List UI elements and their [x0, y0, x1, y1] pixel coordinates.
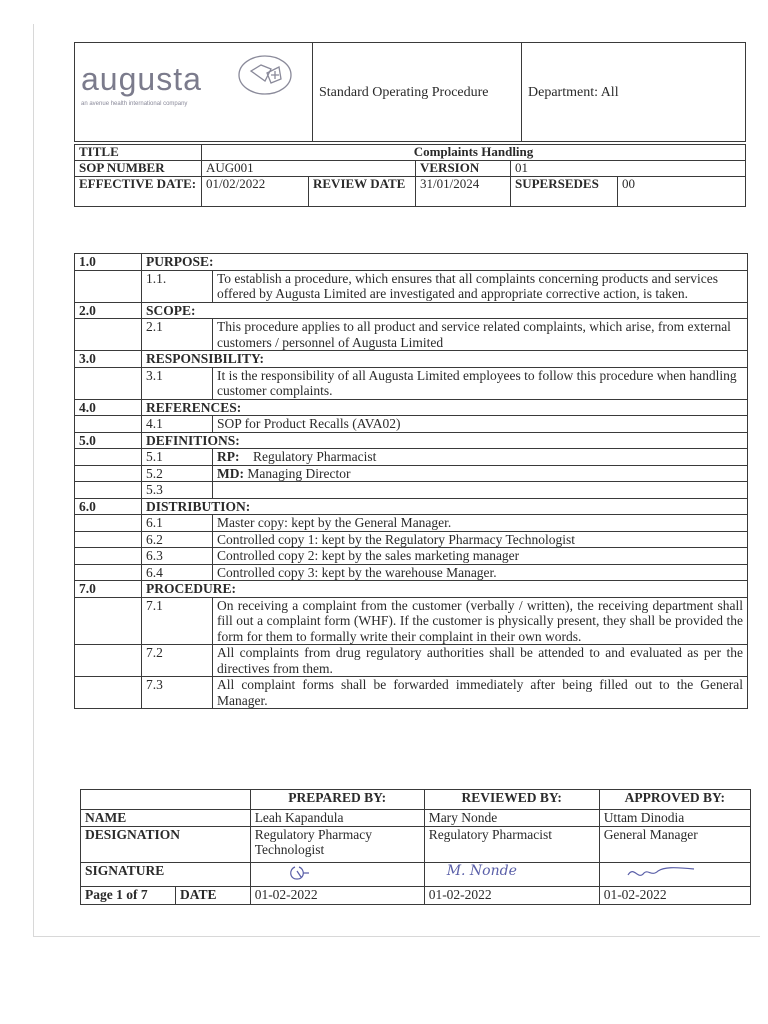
item-row [75, 548, 748, 565]
procedure-table [74, 253, 748, 709]
item-number: 6.3 [142, 548, 213, 565]
section-row [75, 581, 748, 598]
designation-label: DESIGNATION [81, 826, 251, 862]
item-text: All complaints from drug regulatory authorities shall be attended to and evaluated as per the directives from them. [213, 645, 748, 677]
item-row [75, 645, 748, 677]
item-number: 3.1 [142, 367, 213, 399]
sop-number-label: SOP NUMBER [75, 161, 202, 177]
item-text: Controlled copy 1: kept by the Regulatory Pharmacy Technologist [213, 531, 748, 548]
approved-signature [599, 862, 750, 887]
page-number: Page 1 of 7 [81, 887, 176, 905]
prepared-date: 01-02-2022 [250, 887, 424, 905]
definition-rp [213, 449, 748, 466]
section-number: 4.0 [75, 399, 142, 416]
item-number: 5.1 [142, 449, 213, 466]
section-row [75, 302, 748, 319]
signature-scribble-icon [624, 863, 704, 883]
item-row [75, 531, 748, 548]
approved-by-header: APPROVED BY: [599, 790, 750, 810]
document-header [74, 42, 746, 142]
effective-date-label: EFFECTIVE DATE: [75, 177, 202, 207]
review-date-value: 31/01/2024 [416, 177, 511, 207]
approved-name: Uttam Dinodia [599, 810, 750, 827]
reviewed-designation: Regulatory Pharmacist [424, 826, 599, 862]
augusta-logo-icon [235, 53, 295, 97]
signature-mark-icon [285, 863, 345, 883]
section-heading: SCOPE: [142, 302, 748, 319]
version-value: 01 [511, 161, 746, 177]
signature-label: SIGNATURE [81, 862, 251, 887]
logo-tagline: an avenue health international company [81, 101, 188, 107]
version-label: VERSION [416, 161, 511, 177]
reviewed-signature [424, 862, 599, 887]
title-label: TITLE [75, 145, 202, 161]
item-number: 5.2 [142, 465, 213, 482]
logo-wordmark: augusta [81, 61, 202, 97]
reviewed-date: 01-02-2022 [424, 887, 599, 905]
doc-type-cell: Standard Operating Procedure [313, 43, 522, 142]
item-text: This procedure applies to all product and service related complaints, which arise, from external customers / personnel of Augusta Limited [213, 319, 748, 351]
item-number: 6.4 [142, 564, 213, 581]
approved-date: 01-02-2022 [599, 887, 750, 905]
signature-text: M. Nonde [446, 862, 517, 879]
definition-text: Regulatory Pharmacist [253, 449, 377, 464]
section-number: 5.0 [75, 432, 142, 449]
definition-term: RP: [217, 449, 240, 464]
item-number: 7.2 [142, 645, 213, 677]
reviewed-name: Mary Nonde [424, 810, 599, 827]
item-row [75, 597, 748, 645]
item-text: Controlled copy 2: kept by the sales marketing manager [213, 548, 748, 565]
prepared-name: Leah Kapandula [250, 810, 424, 827]
item-text: To establish a procedure, which ensures that all complaints concerning products and services offered by Augusta Limited are investigated and appropriate corrective action, is taken. [213, 270, 748, 302]
approved-designation: General Manager [599, 826, 750, 862]
signoff-table [80, 789, 751, 905]
item-text: It is the responsibility of all Augusta Limited employees to follow this procedure when handling customer complaints. [213, 367, 748, 399]
reviewed-by-header: REVIEWED BY: [424, 790, 599, 810]
section-heading: PURPOSE: [142, 254, 748, 271]
item-text: All complaint forms shall be forwarded immediately after being filled out to the General Manager. [213, 677, 748, 709]
section-row [75, 254, 748, 271]
item-row [75, 482, 748, 499]
prepared-designation: Regulatory Pharmacy Technologist [250, 826, 424, 862]
effective-date-value: 01/02/2022 [202, 177, 309, 207]
title-value: Complaints Handling [202, 145, 746, 161]
name-label: NAME [81, 810, 251, 827]
prepared-signature [250, 862, 424, 887]
item-number: 6.2 [142, 531, 213, 548]
section-row [75, 432, 748, 449]
logo-cell [75, 43, 313, 142]
item-row [75, 270, 748, 302]
item-text: Controlled copy 3: kept by the warehouse Manager. [213, 564, 748, 581]
section-number: 3.0 [75, 351, 142, 368]
prepared-by-header: PREPARED BY: [250, 790, 424, 810]
item-text: SOP for Product Recalls (AVA02) [213, 416, 748, 433]
section-number: 1.0 [75, 254, 142, 271]
section-number: 7.0 [75, 581, 142, 598]
section-number: 6.0 [75, 498, 142, 515]
title-block [74, 144, 746, 207]
sop-number-value: AUG001 [202, 161, 416, 177]
item-row [75, 515, 748, 532]
item-number: 7.1 [142, 597, 213, 645]
section-heading: PROCEDURE: [142, 581, 748, 598]
date-label: DATE [176, 887, 251, 905]
department-cell: Department: All [522, 43, 746, 142]
item-row [75, 449, 748, 466]
item-number: 4.1 [142, 416, 213, 433]
item-row [75, 465, 748, 482]
section-number: 2.0 [75, 302, 142, 319]
item-number: 2.1 [142, 319, 213, 351]
supersedes-value: 00 [618, 177, 746, 207]
item-text: Master copy: kept by the General Manager. [213, 515, 748, 532]
section-row [75, 498, 748, 515]
item-row [75, 416, 748, 433]
supersedes-label: SUPERSEDES [511, 177, 618, 207]
item-number: 5.3 [142, 482, 213, 499]
section-row [75, 351, 748, 368]
section-heading: RESPONSIBILITY: [142, 351, 748, 368]
item-text-empty [213, 482, 748, 499]
item-row [75, 319, 748, 351]
definition-text: Managing Director [247, 465, 351, 481]
item-row [75, 677, 748, 709]
section-heading: DISTRIBUTION: [142, 498, 748, 515]
item-number: 6.1 [142, 515, 213, 532]
section-heading: REFERENCES: [142, 399, 748, 416]
item-number: 7.3 [142, 677, 213, 709]
section-heading: DEFINITIONS: [142, 432, 748, 449]
definition-md [213, 465, 748, 482]
definition-term: MD: [217, 465, 244, 481]
item-text: On receiving a complaint from the customer (verbally / written), the receiving department shall fill out a complaint form (WHF). If the customer is physically present, they shall be provided the form for them to formally write their complaint in their own words. [213, 597, 748, 645]
item-number: 1.1. [142, 270, 213, 302]
item-row [75, 367, 748, 399]
item-row [75, 564, 748, 581]
section-row [75, 399, 748, 416]
review-date-label: REVIEW DATE [309, 177, 416, 207]
